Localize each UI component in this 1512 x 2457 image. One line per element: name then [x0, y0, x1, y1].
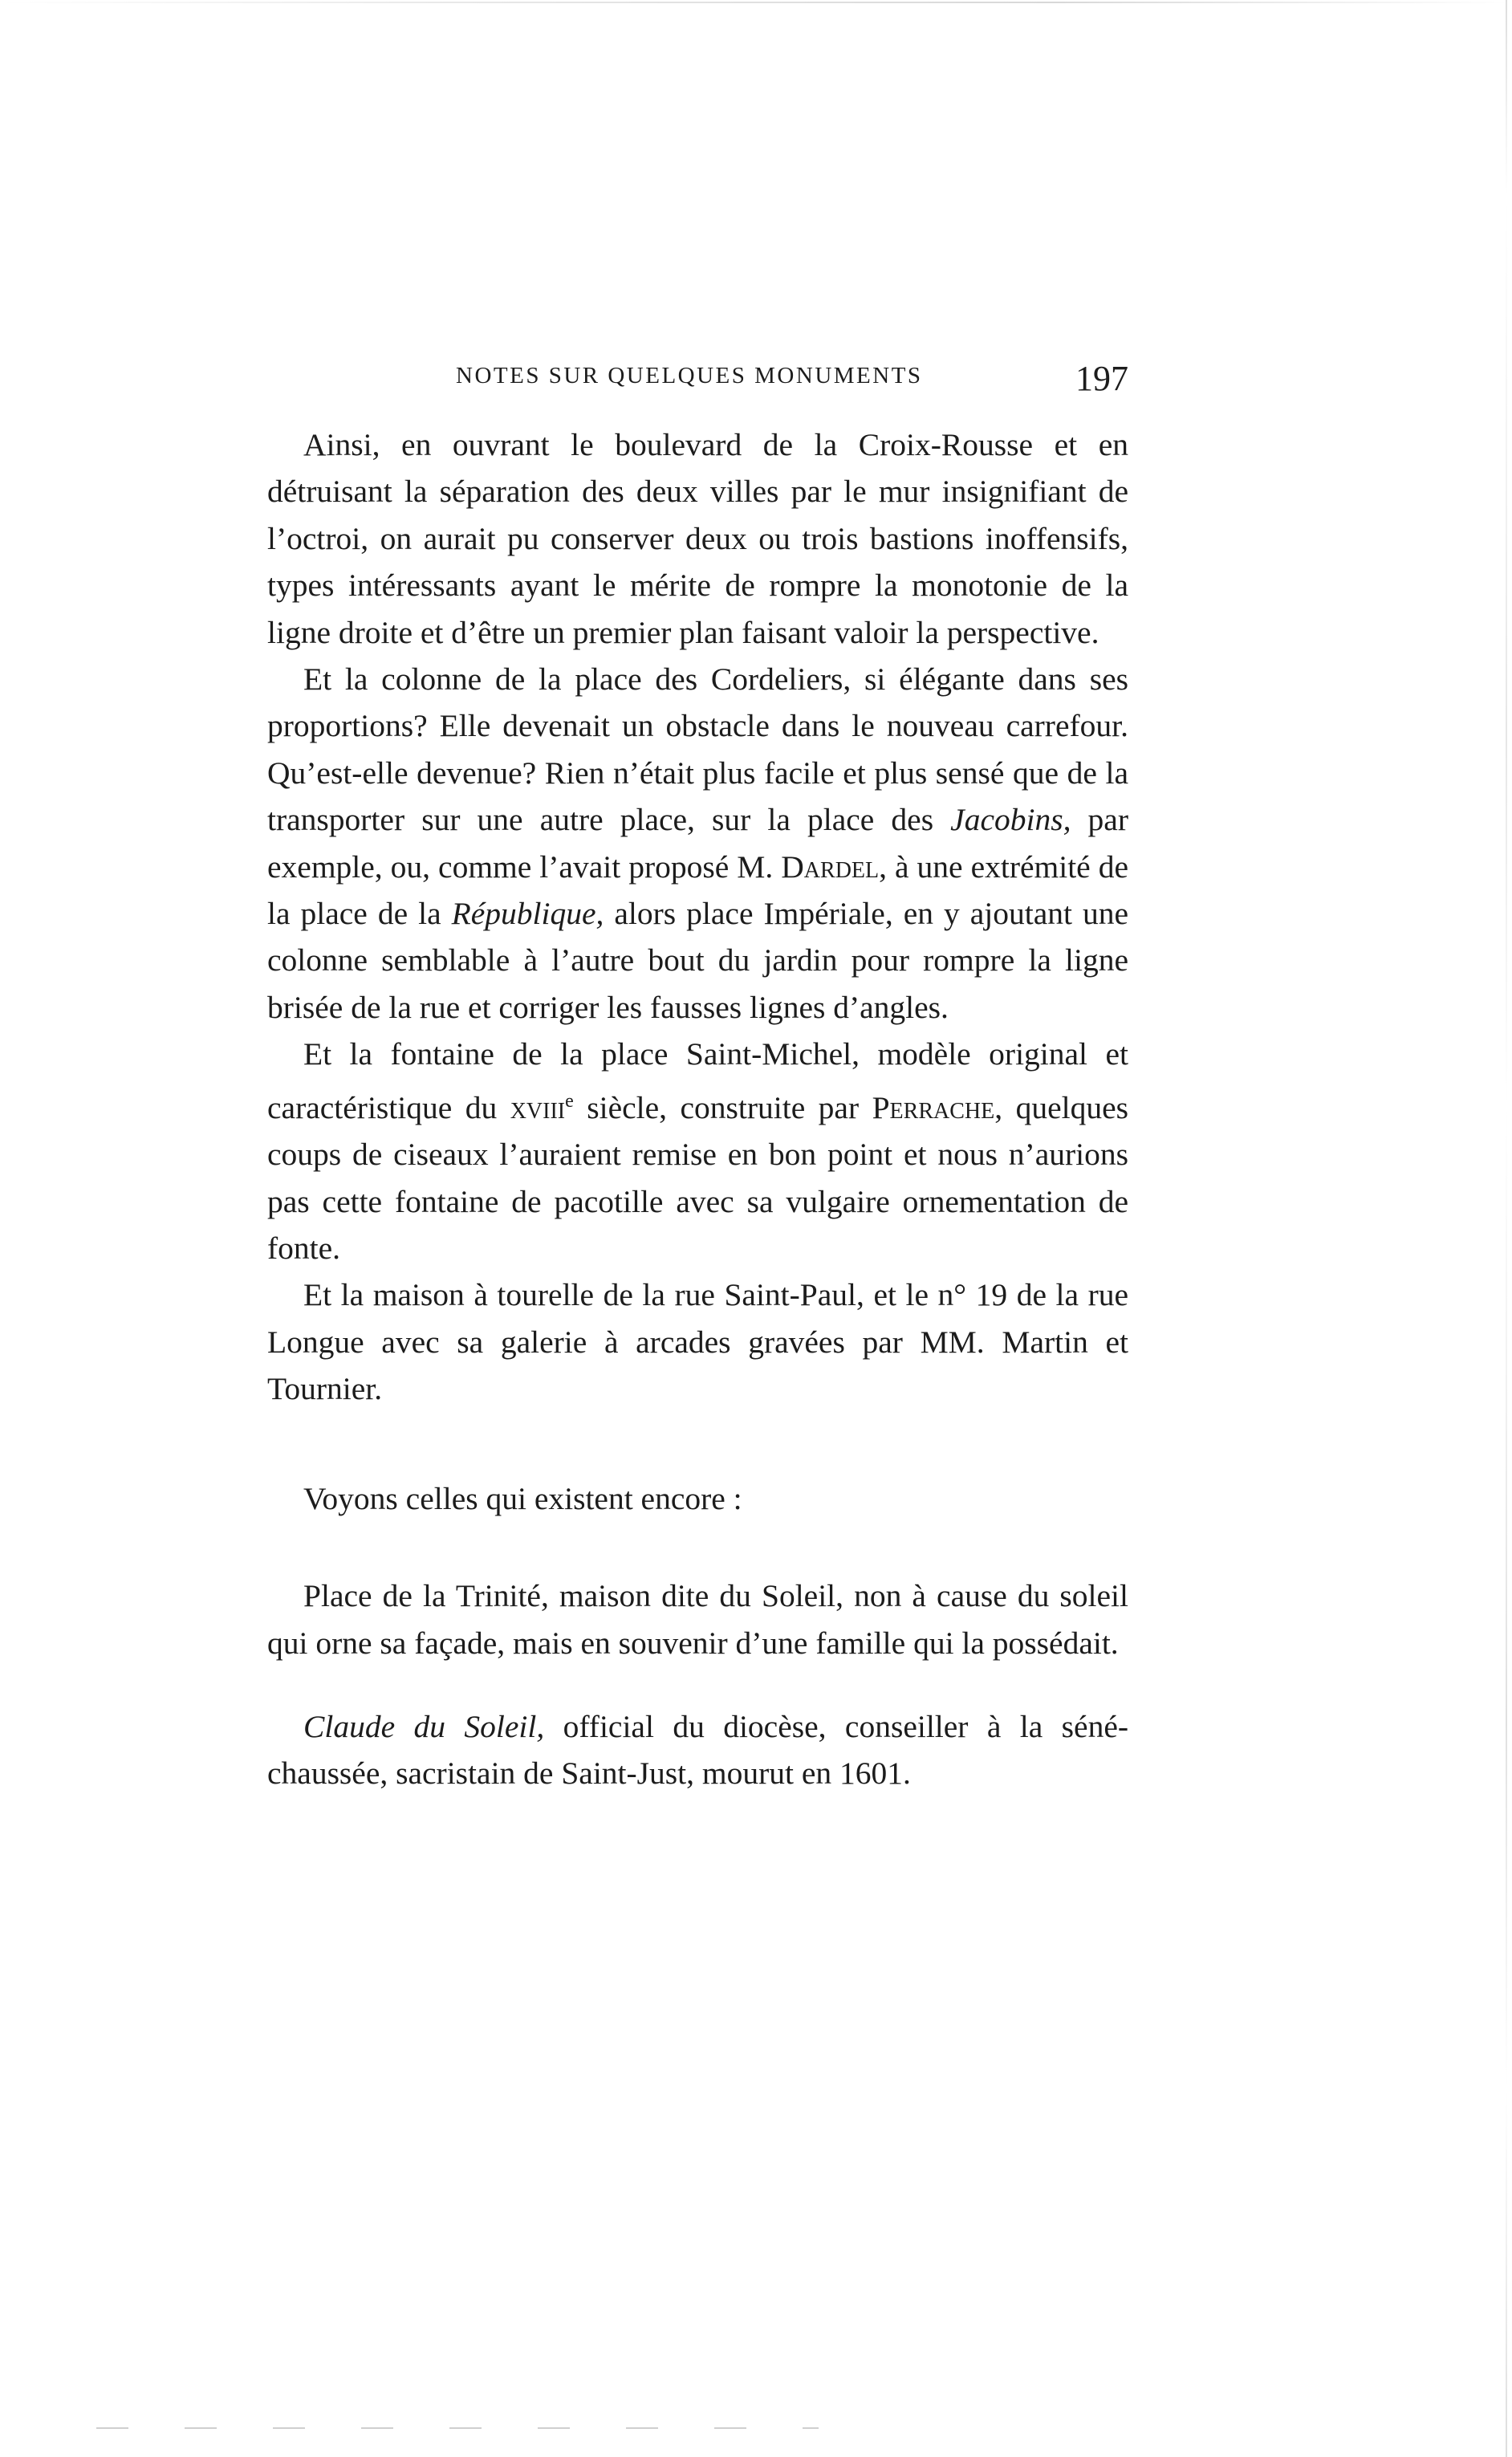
section-gap: [267, 1666, 1128, 1703]
paragraph-4: [267, 1271, 1128, 1412]
scan-right-edge: [1506, 0, 1507, 2457]
paragraph-5: [267, 1475, 1128, 1522]
paragraph-2-text-a: Et la colonne de la place des Cordeliers, si élégante dans ses proportions? Elle devenait un obstacle dans le nouveau carrefour. Qu’est-elle devenue? Rien n’était plus facile et plus sensé que de la transporter sur une autre place, sur la place des: [267, 661, 1128, 838]
page-number: 197: [1075, 359, 1128, 398]
paragraph-3-text-c: quelques coups de ciseaux l’auraient remise en bon point et nous n’aurions pas cette fontaine de pacotille avec sa vulgaire ornementation de fonte.: [267, 1089, 1128, 1267]
paragraph-3-text-a: Et la fontaine de la place Saint-Michel, modèle original et caractéristique du: [267, 1036, 1128, 1125]
italic-claude-du-soleil: Claude du Soleil,: [303, 1708, 545, 1744]
scan-top-edge: [0, 2, 1512, 3]
paragraph-6-text: Place de la Trinité, maison dite du Soleil, non à cause du soleil qui orne sa façade, mais en souvenir d’une famille qui la possédait.: [267, 1578, 1128, 1661]
italic-republique: République,: [451, 896, 604, 932]
section-gap: [267, 1522, 1128, 1572]
italic-jacobins: Jacobins,: [950, 802, 1071, 838]
section-gap: [267, 1413, 1128, 1475]
paragraph-1-text: Ainsi, en ouvrant le boulevard de la Croix-Rousse et en détruisant la séparation des deux villes par le mur insignifiant de l’octroi, on aurait pu conserver deux ou trois bastions inoffensifs, types intéressants ayant le mérite de rompre la monotonie de la ligne droite et d’être un premier plan faisant valoir la perspective.: [267, 427, 1128, 650]
body-text: [267, 421, 1128, 1797]
running-head: NOTES SUR QUELQUES MONUMENTS: [456, 363, 923, 388]
paragraph-3-text-b: siècle, construite par: [573, 1089, 872, 1125]
paragraph-2-text-b: par exemple, ou, comme l’avait proposé M.: [267, 802, 1128, 885]
paragraph-5-text: Voyons celles qui existent encore :: [303, 1480, 742, 1516]
century-superscript: e: [565, 1090, 574, 1112]
page-header: [265, 358, 1128, 398]
paragraph-6: [267, 1572, 1128, 1666]
century-numeral: xviii: [510, 1089, 566, 1125]
paragraph-2: [267, 656, 1128, 1031]
paragraph-7: [267, 1703, 1128, 1797]
paragraph-7-text: official du diocèse, conseiller à la sénéchaussée, sacristain de Saint-Just, mourut en 1601.: [267, 1708, 1129, 1792]
paragraph-3: [267, 1031, 1128, 1271]
paragraph-1: [267, 421, 1128, 656]
paragraph-2-text-d: alors place Impériale, en y ajoutant une colonne semblable à l’autre bout du jardin pour rompre la ligne brisée de la rue et corriger les fausses lignes d’angles.: [267, 896, 1128, 1025]
smallcaps-perrache: Perrache,: [872, 1089, 1003, 1125]
scan-bottom-marks: [96, 2427, 819, 2429]
paragraph-4-text: Et la maison à tourelle de la rue Saint-Paul, et le n° 19 de la rue Longue avec sa galerie à arcades gravées par MM. Martin et Tournier.: [267, 1277, 1128, 1407]
smallcaps-dardel: Dardel,: [781, 848, 887, 885]
paragraph-2-text-c: à une extrémité de la place de la: [267, 848, 1128, 932]
